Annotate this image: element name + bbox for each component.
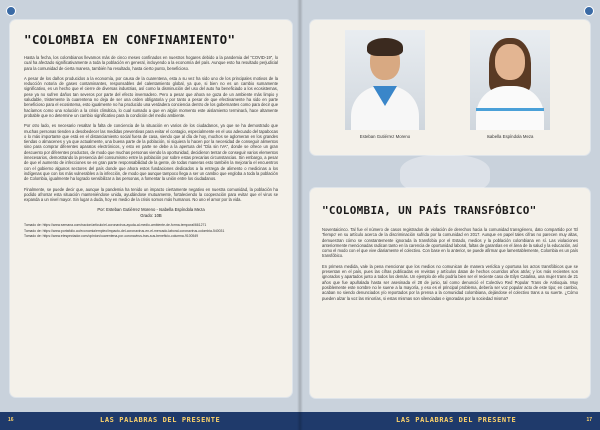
right-page <box>300 0 600 430</box>
reference-link[interactable]: Tomado de: https://www.elespectador.com/opinion/cuarentena-por-coronavirus-tras-sus-beneficio-columna-9100549 <box>24 233 199 238</box>
references <box>24 223 278 238</box>
author-photo-esteban <box>345 30 425 139</box>
page-footer <box>300 412 600 430</box>
article-title: "COLOMBIA EN CONFINAMIENTO" <box>24 32 236 47</box>
page-gutter <box>297 0 303 430</box>
article-body <box>322 227 578 301</box>
article-paragraph: Noventaicinco. Tal fue el número de casos registrados de violación de derechos hacia la comunidad transgénero, dato compartido por 'El Tiempo' en su artículo acerca de la discriminación sufrida por la comunidad en 2017. Aunque en papel tales cifras no parecen muy altas, demuestran cómo se constantemente ignorada la transfobia por el Estado, medios y la población colombiana en sí. Las violaciones anteriormente mencionadas radican tanto en la carencia de oportunidad laboral, faltas de garantías en el área de la salud y la educación, así como el modo con el que vive diariamente el colectivo. Con base en lo anterior, se puede afirmar que lamentablemente, Colombia es un país transfóbico. <box>322 227 578 259</box>
page-footer <box>0 412 300 430</box>
article-body <box>24 55 278 202</box>
article-paragraph: Por otro lado, es necesario resaltar la falta de conciencia de la situación en varios de los ciudadanos, ya que se ha demostrado que muchas personas tienden a desobedecer las medidas preventivas para evitar el contagio, especialmente en el uso adecuado del tapabocas o lo más importante que está en el distanciamiento social fuera de casa, siendo que al día de hoy, muchos se aglomeran en los grandes tiendas o almacenes y ya que actualmente, una buena parte de la población, ni siquiera lo hacen por la necesidad de conseguir alimentos sino para comprar diferentes aparatos electrónicos, y esto en parte se debe a la apertura del "Día sin IVA", donde se ofrece un gran descuento por diferentes productos, de modo que muchas personas viendo la oportunidad, decidieron tentar de conseguir varios elementos innecesarios, demostrando la presencia del consumismo entre la población por sobre estas precarias circunstancias. Sin embargo, a pesar de que el aumento de infecciones se en gran parte responsabilidad de la gente, de todas maneras esto también la mejoraría el encuentros con el gobierno algunos sectores del país donde que ahora estos fundaciones dedicados a la entrega de alimento o medicinas a los indígenas que con los más vulnerables a la infección, de modo que aunque tampoco llega a ser un cambio que engloba a toda la población de Colombia, igualmente ha logrado sensibilizar a las personas, a fomentar la unión entre los ciudadanos. <box>24 123 278 182</box>
article-paragraph: Finalmente, se puede decir que, aunque la pandemia ha tenido un impacto ciertamente negativo en nuestra comunidad, la población ha podido afrontar esta situación manteniéndose unida, ayudándose mutuamente, fortaleciendo la cooperación para evitar que el virus se expanda a un nivel mayor. Sin lugar a duda, hoy en medio de la crisis somos más humanos. No uno el amor por la vida. <box>24 186 278 203</box>
photo-caption: Esteban Gutiérrez Moreno <box>359 134 411 139</box>
author-photos-card <box>310 20 590 155</box>
school-logo <box>6 6 16 16</box>
student-portrait-girl <box>470 30 550 130</box>
article-card-confinamiento <box>10 20 292 397</box>
byline-authors: Por: Esteban Gutiérrez Moreno - Isabella Espíndola Meza <box>97 207 205 213</box>
school-logo-icon <box>6 6 16 16</box>
article-paragraph: Hasta la fecha, los colombianos llevamos más de cinco meses confinados en nuestros hogares debido a la pandemia del "COVID-19", lo cual ha afectado significativamente a toda la población en general, incluyendo a la economía del país. Aunque esto ha resultado perjudicial para la comunidad de cierta manera, también ha resultado, hasta cierto punto, beneficioso. <box>24 55 278 71</box>
article-card-transfobico <box>310 188 590 398</box>
byline-grade: Grado: 10B <box>140 212 162 218</box>
article-paragraph: A pesar de los daños producidos a la economía, por causa de la cuarentena, esta a su vez ha sido uno de los principales motivos de la reducción notoria de gases contaminantes, responsables del calentamiento global, ya que, si bien no es un cambio sumamente significativo, es un hecho que el cierre de diversas industrias, así como la disminución del uso del auto ha beneficiado a los ecosistemas, pese ya no sufren daños tan severos por parte del efecto invernadero. Pero a pesar que ahora se goza de un ambiente más limpio y saludable, tristemente la cuarentena no deja de ser una orden obligatoria y por tanto a pesar de que efectivamente ha sido en parte beneficioso para el ecosistema, esto igualmente no ha producido una verdadera conciencia dentro de los gobernantes como para decir que hacíamos como una solución a la crisis climática, lo cual sumado a que en algún momento este aislamiento terminará, hace altamente probable que no determine un cambio significativo para la condición del medio ambiente. <box>24 75 278 118</box>
reference-link[interactable]: Tomado de: https://www.semana.com/nacion/articulo/el-coronavirus-ayuda-al-medio-ambiente-de-forma-temporal/661271 <box>24 223 207 228</box>
footer-title: LAS PALABRAS DEL PRESENTE <box>396 416 517 424</box>
school-logo-icon <box>584 6 594 16</box>
author-photo-isabella <box>470 30 550 139</box>
article-title: "COLOMBIA, UN PAÍS TRANSFÓBICO" <box>322 204 537 217</box>
article-paragraph: En primera medida, vale la pena mencionar que los medios no comunican de manera verídica y oportuna los actos transfóbicos que se presentan en el país, pues las cifras publicadas en revistas y artículos datan de hechos ocurridos años atrás; y los más recientes son ignorados y apartados junto a todos los demás. Un ejemplo de ello podría bien ser el reciente caso de Eilyn Catalina, una mujer trans de 21 años que fue apuñalada hasta ser asesinada el 28 de junio, tal como denunció el Colectivo Red Popular Trans de Antioquia. Muy posiblemente este nombre no le suene a la mayoría, y eso es el principal problema, debería ser voz popular acto de este tipo; en cambio, acaban no siendo denunciados y/o reportados por la prensa a la comunidad colombiana, dejándose el colectivo trans a su suerte. ¿Cómo pueden alzar la voz las minorías, si estas mismas son silenciadas e ignoradas por la sociedad misma? <box>322 263 578 301</box>
school-logo <box>584 6 594 16</box>
reference-link[interactable]: Tomado de: https://www.portafolio.co/economia/empleo/impacto-del-coronavirus-en-el-mercado-laboral-coronavirus-colombia-540031 <box>24 228 225 233</box>
student-portrait-boy <box>345 30 425 130</box>
page-number: 16 <box>8 417 14 423</box>
footer-title: LAS PALABRAS DEL PRESENTE <box>100 416 221 424</box>
page-number: 17 <box>586 417 592 423</box>
byline <box>24 207 278 218</box>
photo-caption: Isabella Espíndola Meza <box>486 134 534 139</box>
